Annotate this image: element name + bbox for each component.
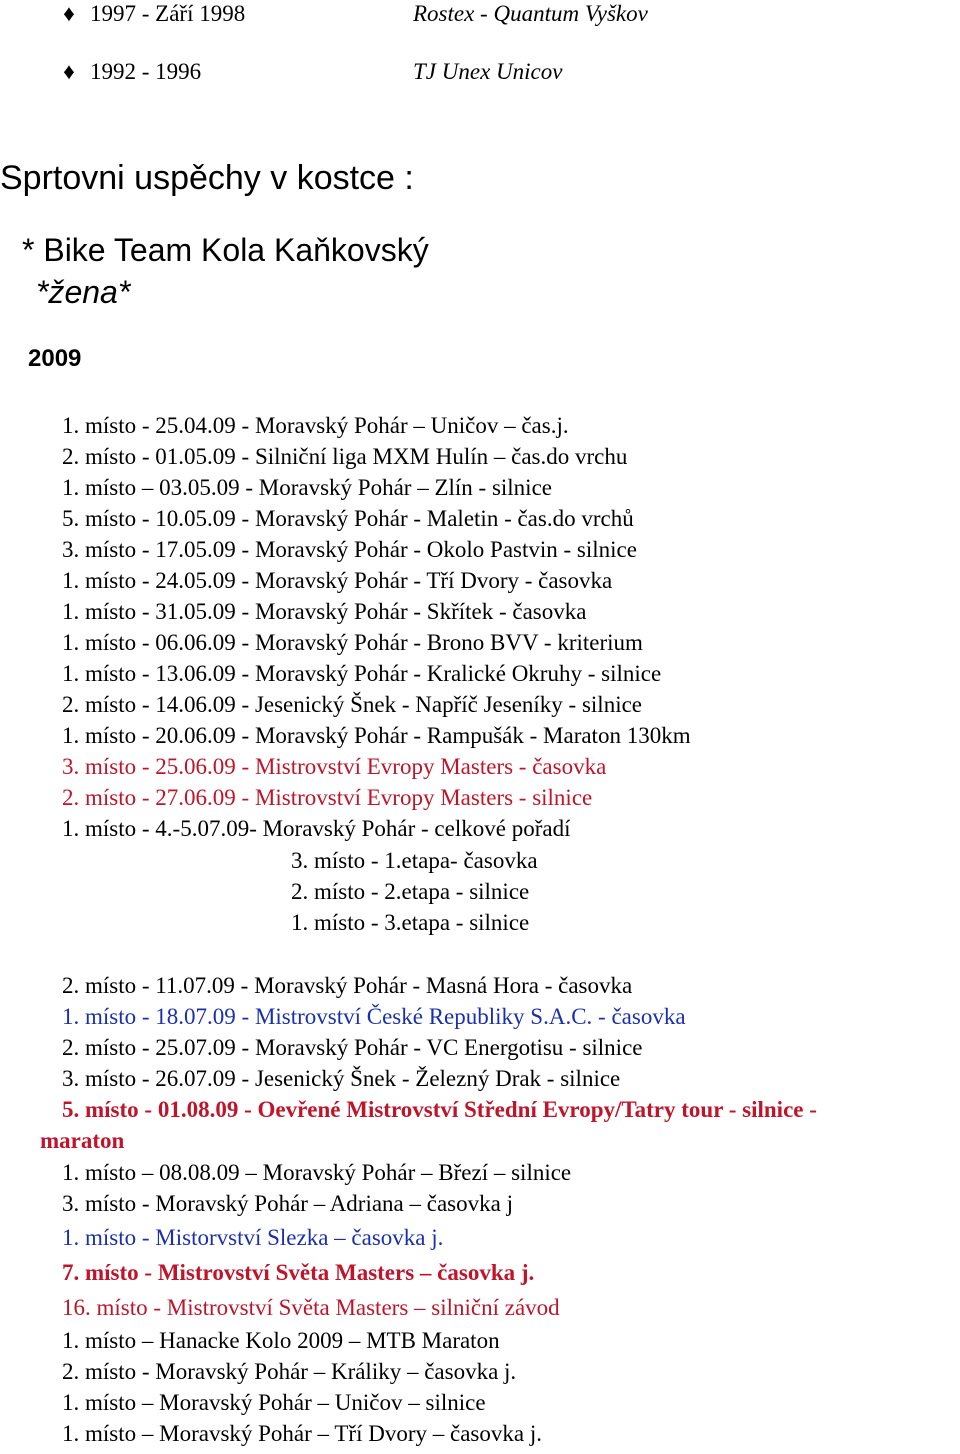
club-name: TJ Unex Unicov	[413, 59, 563, 84]
club-history-row	[58, 58, 938, 86]
result-item: 1. místo – 08.08.09 – Moravský Pohár – Březí – silnice	[62, 1160, 572, 1185]
club-years: 1992 - 1996	[90, 59, 202, 84]
result-item: 3. místo - 1.etapa- časovka	[291, 848, 538, 873]
club-history-row	[58, 0, 938, 28]
result-item: 1. místo – Hanacke Kolo 2009 – MTB Maraton	[62, 1328, 500, 1353]
result-item: 1. místo - 4.-5.07.09- Moravský Pohár - celkové pořadí	[62, 816, 571, 841]
club-name: Rostex - Quantum Vyškov	[413, 1, 648, 26]
team-name: * Bike Team Kola Kaňkovský	[22, 232, 429, 268]
result-item: 1. místo - 31.05.09 - Moravský Pohár - Skřítek - časovka	[62, 599, 587, 624]
result-item: 1. místo - 3.etapa - silnice	[291, 910, 530, 935]
result-item: 1. místo - Mistorvství Slezka – časovka j.	[62, 1225, 444, 1250]
result-item: 1. místo – 03.05.09 - Moravský Pohár – Zlín - silnice	[62, 475, 552, 500]
result-item: 1. místo - 13.06.09 - Moravský Pohár - Kralické Okruhy - silnice	[62, 661, 662, 686]
season-year: 2009	[28, 345, 82, 372]
result-item: 2. místo - Moravský Pohár – Králiky – časovka j.	[62, 1359, 517, 1384]
result-item: 1. místo - 18.07.09 - Mistrovství České Republiky S.A.C. - časovka	[62, 1004, 686, 1029]
diamond-bullet-icon: ♦	[63, 1, 75, 26]
result-item: 1. místo - 20.06.09 - Moravský Pohár - Rampušák - Maraton 130km	[62, 723, 691, 748]
result-item: 3. místo - 25.06.09 - Mistrovství Evropy Masters - časovka	[62, 754, 607, 779]
result-item: 2. místo - 14.06.09 - Jesenický Šnek - Napříč Jeseníky - silnice	[62, 692, 642, 717]
result-item: 1. místo – Moravský Pohár – Tří Dvory – časovka j.	[62, 1421, 542, 1446]
result-item: 1. místo - 24.05.09 - Moravský Pohár - Tří Dvory - časovka	[62, 568, 613, 593]
result-item: 2. místo - 27.06.09 - Mistrovství Evropy Masters - silnice	[62, 785, 593, 810]
result-item: 5. místo - 10.05.09 - Moravský Pohár - Maletin - čas.do vrchů	[62, 506, 634, 531]
result-item: 2. místo - 25.07.09 - Moravský Pohár - VC Energotisu - silnice	[62, 1035, 643, 1060]
result-item: 3. místo - 17.05.09 - Moravský Pohár - Okolo Pastvin - silnice	[62, 537, 637, 562]
result-item: 2. místo - 2.etapa - silnice	[291, 879, 530, 904]
result-item: maraton	[40, 1128, 125, 1153]
category-label: *žena*	[36, 274, 131, 310]
result-item: 5. místo - 01.08.09 - Oevřené Mistrovství Střední Evropy/Tatry tour - silnice -	[62, 1097, 817, 1122]
result-item: 3. místo - Moravský Pohár – Adriana – časovka j	[62, 1191, 513, 1216]
result-item: 1. místo - 06.06.09 - Moravský Pohár - Brono BVV - kriterium	[62, 630, 643, 655]
result-item: 7. místo - Mistrovství Světa Masters – časovka j.	[62, 1260, 535, 1285]
result-item: 2. místo - 11.07.09 - Moravský Pohár - Masná Hora - časovka	[62, 973, 633, 998]
result-item: 2. místo - 01.05.09 - Silniční liga MXM Hulín – čas.do vrchu	[62, 444, 628, 469]
club-years: 1997 - Září 1998	[90, 1, 246, 26]
diamond-bullet-icon: ♦	[63, 59, 75, 84]
result-item: 3. místo - 26.07.09 - Jesenický Šnek - Železný Drak - silnice	[62, 1066, 621, 1091]
result-item: 16. místo - Mistrovství Světa Masters – silniční závod	[62, 1295, 560, 1320]
result-item: 1. místo – Moravský Pohár – Uničov – silnice	[62, 1390, 486, 1415]
result-item: 1. místo - 25.04.09 - Moravský Pohár – Uničov – čas.j.	[62, 413, 569, 438]
section-heading: Sprtovni uspěchy v kostce :	[0, 159, 414, 197]
